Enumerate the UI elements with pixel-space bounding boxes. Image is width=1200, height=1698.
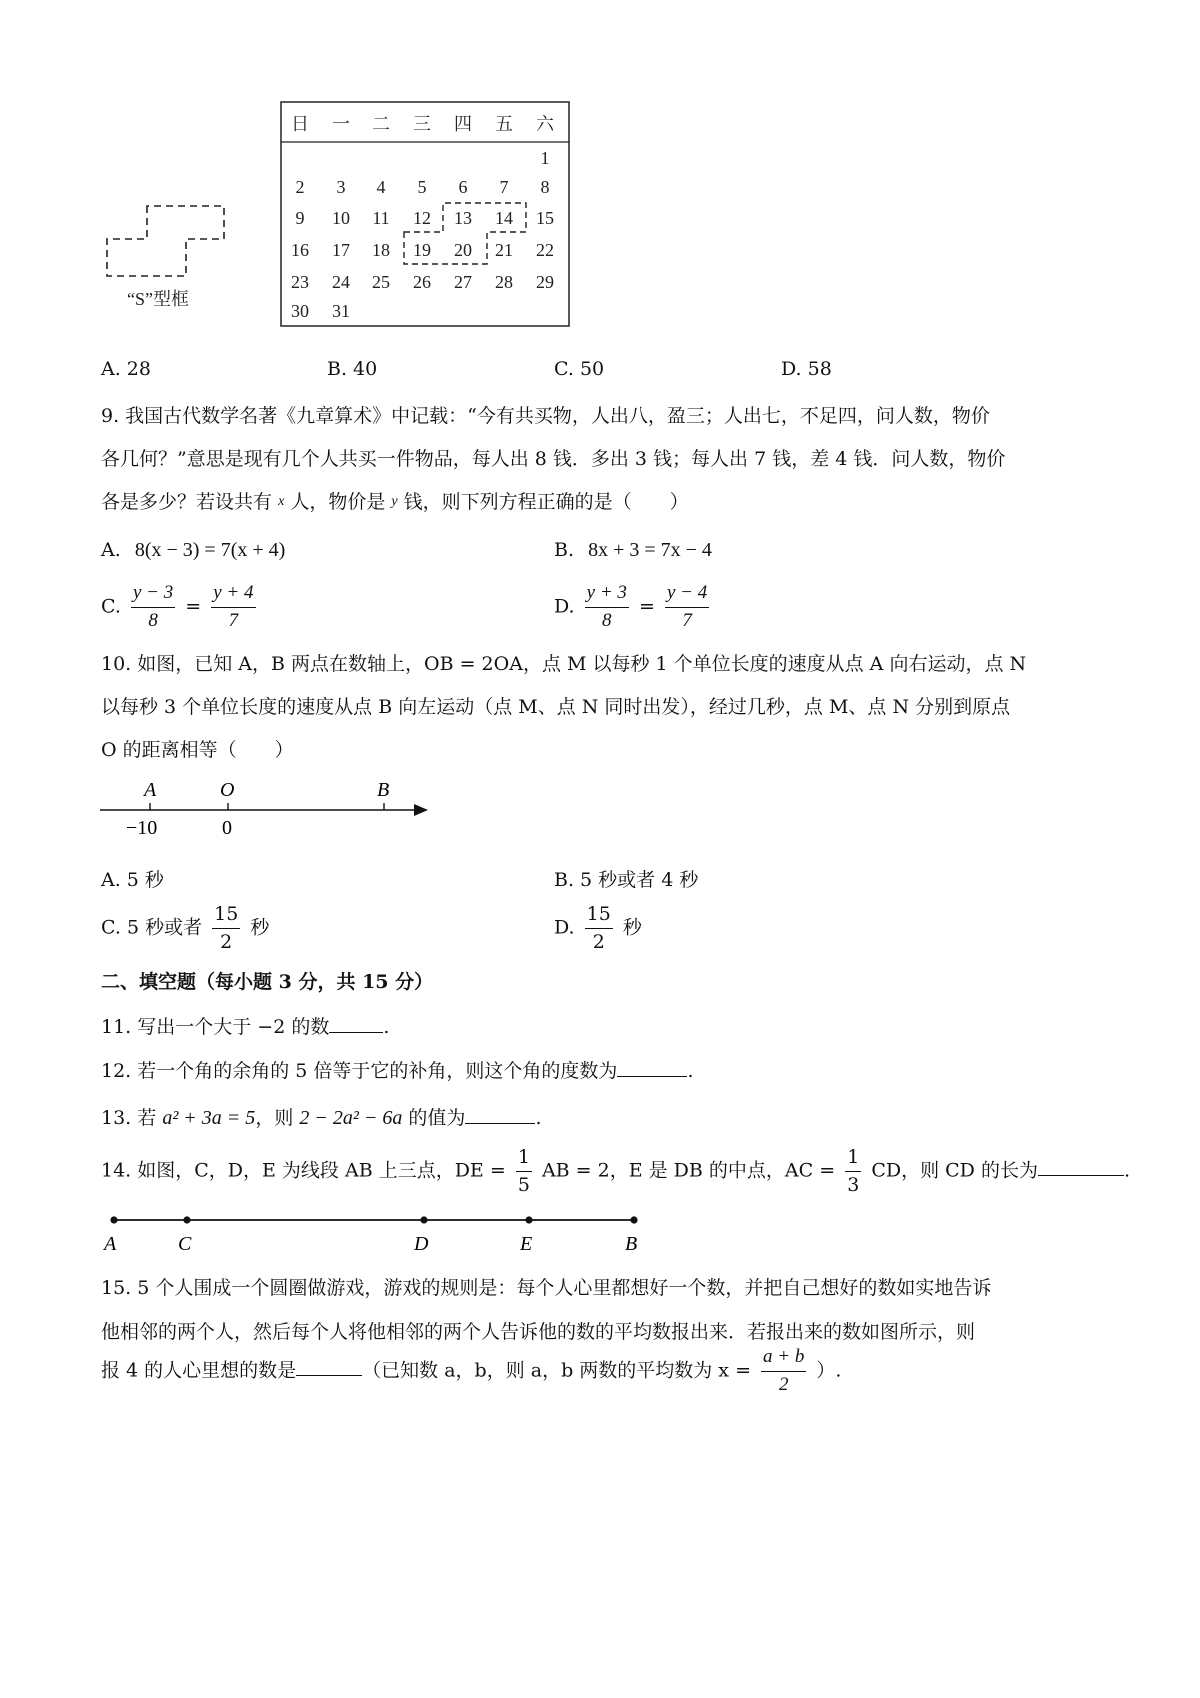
q10-option-d-frac [585,903,613,954]
calendar-day: 26 [413,272,431,292]
q10-option-c-frac [212,903,240,954]
calendar-weekday: 二 [372,114,390,134]
calendar-weekday: 六 [536,114,554,134]
q9-option-c-den1: 8 [148,609,158,631]
q14-answer-blank[interactable] [1038,1157,1124,1176]
calendar-header [291,114,555,134]
q9-line3-mid: 人，物价是 [290,491,386,513]
q9-option-d-frac1 [585,582,629,633]
s-frame-shape [107,206,224,276]
q15-frac-den: 2 [778,1373,789,1395]
q9-line2: 各几何？”意思是现有几个人共买一件物品，每人出 8 钱．多出 3 钱；每人出 7 钱，差 4 钱．问人数，物价 [101,448,1006,470]
q9-option-c-num1: y − 3 [131,582,175,608]
calendar-day: 22 [536,240,554,260]
q13-mid: ，则 [255,1107,294,1129]
calendar-day: 25 [372,272,390,292]
calendar-day: 31 [332,301,350,321]
q9-line3 [101,487,689,514]
label-e: E [520,1233,533,1255]
q9-option-d-num2: y − 4 [665,582,709,608]
q14 [101,1146,1130,1197]
point-label-b: B [377,779,390,801]
q9-option-d-eq: = [638,595,655,618]
q14-post: CD，则 CD 的长为 [871,1159,1038,1182]
q10-option-d-den: 2 [592,930,605,953]
q10-option-b[interactable]: B. 5 秒或者 4 秒 [554,869,699,891]
calendar-weekday: 日 [291,114,309,134]
label-a: A [104,1233,117,1255]
q10-option-d-label: D. [554,916,575,939]
q13-pre: 13. 若 [101,1107,157,1129]
calendar-day: 8 [540,177,550,197]
q8-option-d[interactable]: D. 58 [781,358,832,380]
q14-end: . [1123,1159,1130,1182]
q10-option-c-num: 15 [212,903,240,929]
value-label-a: −10 [126,817,158,839]
q10-line1: 10. 如图，已知 A，B 两点在数轴上，OB = 2OA，点 M 以每秒 1 个单位长度的速度从点 A 向右运动，点 N [101,653,1027,675]
q9-option-a[interactable] [101,539,285,562]
calendar-day: 1 [540,148,550,168]
q9-option-d-den1: 8 [602,609,612,631]
q14-frac-1-num: 1 [516,1146,532,1172]
q12 [101,1056,693,1083]
calendar-day: 9 [295,208,305,228]
q9-option-c-num2: y + 4 [211,582,255,608]
q14-mid: AB = 2，E 是 DB 的中点，AC = [541,1159,836,1182]
q12-end: . [687,1060,694,1082]
q15-answer-blank[interactable] [296,1357,362,1376]
q9-option-c-eq: = [185,595,202,618]
q14-frac-2-den: 3 [847,1173,860,1196]
q8-option-b[interactable]: B. 40 [327,358,378,380]
q9-option-d-label: D. [554,595,575,618]
q13-expression: 2 − 2a² − 6a [299,1107,403,1129]
q11-text: 11. 写出一个大于 −2 的数 [101,1016,330,1038]
calendar-day: 19 [413,240,431,260]
point-a [110,1216,117,1223]
q15-average-frac [761,1346,806,1397]
calendar-day: 18 [372,240,390,260]
point-b [630,1216,637,1223]
calendar-day: 7 [499,177,509,197]
q15-line1: 15. 5 个人围成一个圆圈做游戏，游戏的规则是：每个人心里都想好一个数，并把自己想好的数如实地告诉 [101,1277,992,1299]
q8-option-c[interactable]: C. 50 [554,358,605,380]
calendar-weekday: 一 [332,114,350,134]
q14-frac-2-num: 1 [845,1146,861,1172]
calendar-day: 20 [454,240,472,260]
calendar-day: 24 [332,272,350,292]
q13-end: . [535,1107,542,1129]
point-c [183,1216,190,1223]
q14-frac-1-den: 5 [517,1173,530,1196]
q10-option-c-post: 秒 [250,916,270,939]
q13 [101,1103,541,1130]
q10-option-a[interactable]: A. 5 秒 [101,869,164,891]
number-line-arrow [414,804,428,816]
calendar-weekday: 三 [413,114,431,134]
calendar-day: 28 [495,272,513,292]
q10-line3: O 的距离相等（ ） [101,739,294,761]
q10-number-line [96,772,436,842]
q10-option-c-den: 2 [220,930,233,953]
point-label-a: A [144,779,157,801]
q15-line3 [101,1346,841,1397]
calendar-day: 14 [495,208,513,228]
q10-option-c-pre: C. 5 秒或者 [101,916,203,939]
q8-figure [100,100,580,340]
label-c: C [178,1233,192,1255]
q11-answer-blank[interactable] [329,1014,383,1033]
calendar-weekday: 五 [495,114,513,134]
calendar-day: 21 [495,240,513,260]
calendar-body [291,148,554,321]
s-frame-caption: “S”型框 [127,289,189,309]
q9-line1: 9. 我国古代数学名著《九章算术》中记载：“今有共买物，人出八，盈三；人出七，不足四，问人数，物价 [101,405,990,427]
calendar-weekday: 四 [454,114,472,134]
calendar-day: 13 [454,208,472,228]
point-label-o: O [220,779,235,801]
q15-frac-num: a + b [761,1346,806,1372]
calendar-day: 16 [291,240,309,260]
q8-option-a[interactable]: A. 28 [101,358,151,380]
q14-frac-1 [516,1146,532,1197]
calendar-day: 2 [295,177,305,197]
calendar-day: 6 [458,177,468,197]
calendar-day: 4 [376,177,386,197]
q10-line2: 以每秒 3 个单位长度的速度从点 B 向左运动（点 M、点 N 同时出发），经过几秒，点 M、点 N 分别到原点 [101,696,1011,718]
q9-var-y: y [391,494,398,509]
q9-option-c-frac1 [131,582,175,633]
q14-segment-figure [96,1208,656,1258]
q9-option-d[interactable] [554,582,713,633]
q15-line3-post: ）. [816,1359,842,1382]
value-label-o: 0 [222,817,232,839]
q9-option-c-label: C. [101,595,121,618]
q9-option-a-expr: 8(x − 3) = 7(x + 4) [134,539,286,561]
q9-option-a-label: A. [101,539,121,561]
calendar-day: 27 [454,272,472,292]
q9-option-c-frac2 [211,582,255,633]
calendar-day: 5 [417,177,427,197]
label-d: D [414,1233,429,1255]
q9-option-c[interactable] [101,582,260,633]
q14-frac-2 [845,1146,861,1197]
q9-line3-pre: 各是多少？若设共有 [101,491,273,513]
q13-post: 的值为 [408,1107,466,1129]
q9-var-x: x [278,494,285,509]
q15-line3-pre: 报 4 的人心里想的数是 [101,1359,297,1382]
calendar-day: 17 [332,240,350,260]
q13-answer-blank[interactable] [465,1105,535,1124]
q9-option-b[interactable] [554,539,712,562]
calendar-day: 12 [413,208,431,228]
q10-option-d[interactable] [554,903,642,954]
q11 [101,1012,389,1039]
q9-option-c-den2: 7 [228,609,239,631]
calendar-day: 10 [332,208,350,228]
q9-option-d-den2: 7 [682,609,692,631]
q11-end: . [383,1016,390,1038]
q12-text: 12. 若一个角的余角的 5 倍等于它的补角，则这个角的度数为 [101,1060,618,1082]
q13-condition: a² + 3a = 5 [162,1107,256,1129]
q14-pre: 14. 如图，C，D，E 为线段 AB 上三点，DE = [101,1159,506,1182]
q10-option-d-post: 秒 [622,916,642,939]
q10-option-d-num: 15 [585,903,613,929]
calendar-day: 23 [291,272,309,292]
q15-line2: 他相邻的两个人，然后每个人将他相邻的两个人告诉他的数的平均数报出来．若报出来的数如图所示，则 [101,1321,976,1343]
point-e [525,1216,532,1223]
calendar-day: 15 [536,208,554,228]
section-2-title: 二、填空题（每小题 3 分，共 15 分） [101,971,434,993]
q9-option-d-frac2 [665,582,709,633]
q15-line3-mid: （已知数 a，b，则 a，b 两数的平均数为 x = [362,1359,751,1382]
calendar-day: 11 [372,208,390,228]
calendar-day: 3 [336,177,346,197]
calendar-day: 29 [536,272,554,292]
q9-option-b-expr: 8x + 3 = 7x − 4 [588,539,712,561]
q9-option-d-num1: y + 3 [585,582,629,608]
label-b: B [625,1233,638,1255]
q9-option-b-label: B. [554,539,575,561]
calendar-day: 30 [291,301,309,321]
q12-answer-blank[interactable] [617,1058,687,1077]
q10-option-c[interactable] [101,903,269,954]
point-d [420,1216,427,1223]
q9-line3-post: 钱，则下列方程正确的是（ ） [403,491,689,513]
